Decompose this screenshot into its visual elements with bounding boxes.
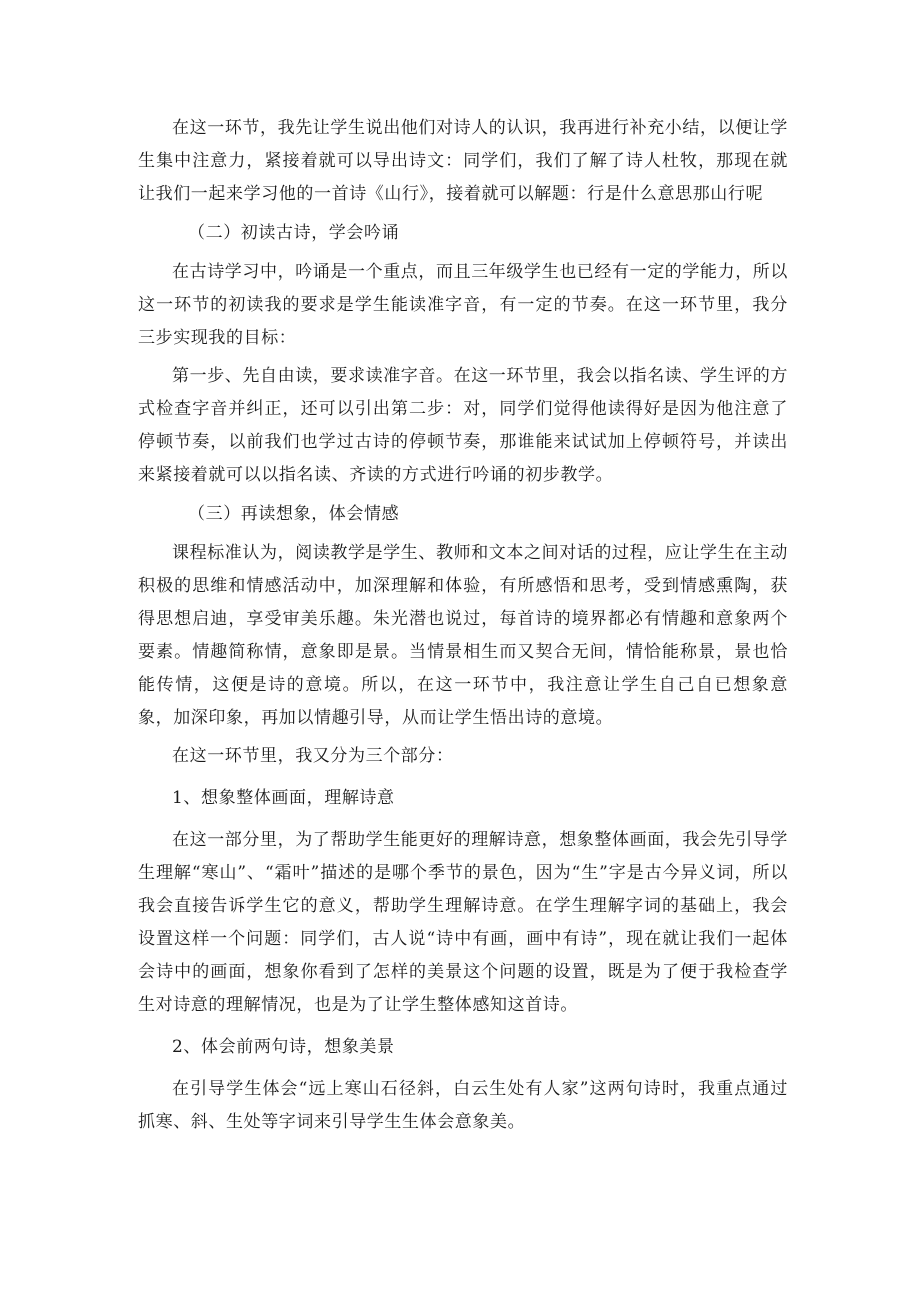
subheading-part-2: 2、体会前两句诗，想象美景 [172,1037,395,1057]
paragraph-part-2: 在引导学生体会“远上寒山石径斜，白云生处有人家”这两句诗时，我重点通过抓寒、斜、生处等字词来引导学生生体会意象美。 [138,1079,788,1132]
paragraph-curriculum: 课程标准认为，阅读教学是学生、教师和文本之间对话的过程，应让学生在主动积极的思维和情感活动中，加深理解和体验，有所感悟和思考，受到情感熏陶，获得思想启迪，享受审美乐趣。朱光潜也说过，每首诗的境界都必有情趣和意象两个要素。情趣简称情，意象即是景。当情景相生而又契合无间，情恰能称景，景也恰能传情，这便是诗的意境。所以，在这一环节中，我注意让学生自己自已想象意象，加深印象，再加以情趣引导，从而让学生悟出诗的意境。 [138,543,788,728]
subheading-part-1: 1、想象整体画面，理解诗意 [172,788,395,808]
paragraph-part-1: 在这一部分里，为了帮助学生能更好的理解诗意，想象整体画面，我会先引导学生理解“寒山”、“霜叶”描述的是哪个季节的景色，因为“生”字是古今异义词，所以我会直接告诉学生它的意义，帮助学生理解诗意。在学生理解字词的基础上，我会设置这样一个问题：同学们，古人说“诗中有画，画中有诗”，现在就让我们一起体会诗中的画面，想象你看到了怎样的美景这个问题的设置，既是为了便于我检查学生对诗意的理解情况，也是为了让学生整体感知这首诗。 [138,830,788,1015]
paragraph-intro: 在这一环节，我先让学生说出他们对诗人的认识，我再进行补充小结，以便让学生集中注意力，紧接着就可以导出诗文：同学们，我们了解了诗人杜牧，那现在就让我们一起来学习他的一首诗《山行》，接着就可以解题：行是什么意思那山行呢 [138,118,788,204]
section-heading-3: （三）再读想象，体会情感 [188,504,400,524]
paragraph-three-parts: 在这一环节里，我又分为三个部分： [172,746,454,766]
section-heading-2: （二）初读古诗，学会吟诵 [188,223,400,243]
paragraph-step-one: 第一步、先自由读，要求读准字音。在这一环节里，我会以指名读、学生评的方式检查字音并纠正，还可以引出第二步：对，同学们觉得他读得好是因为他注意了停顿节奏，以前我们也学过古诗的停顿节奏，那谁能来试试加上停顿符号，并读出来紧接着就可以以指名读、齐读的方式进行吟诵的初步教学。 [138,366,788,485]
document-body [138,112,788,1139]
paragraph-reading-goal: 在古诗学习中，吟诵是一个重点，而且三年级学生也已经有一定的学能力，所以这一环节的初读我的要求是学生能读准字音，有一定的节奏。在这一环节里，我分三步实现我的目标： [138,262,788,348]
